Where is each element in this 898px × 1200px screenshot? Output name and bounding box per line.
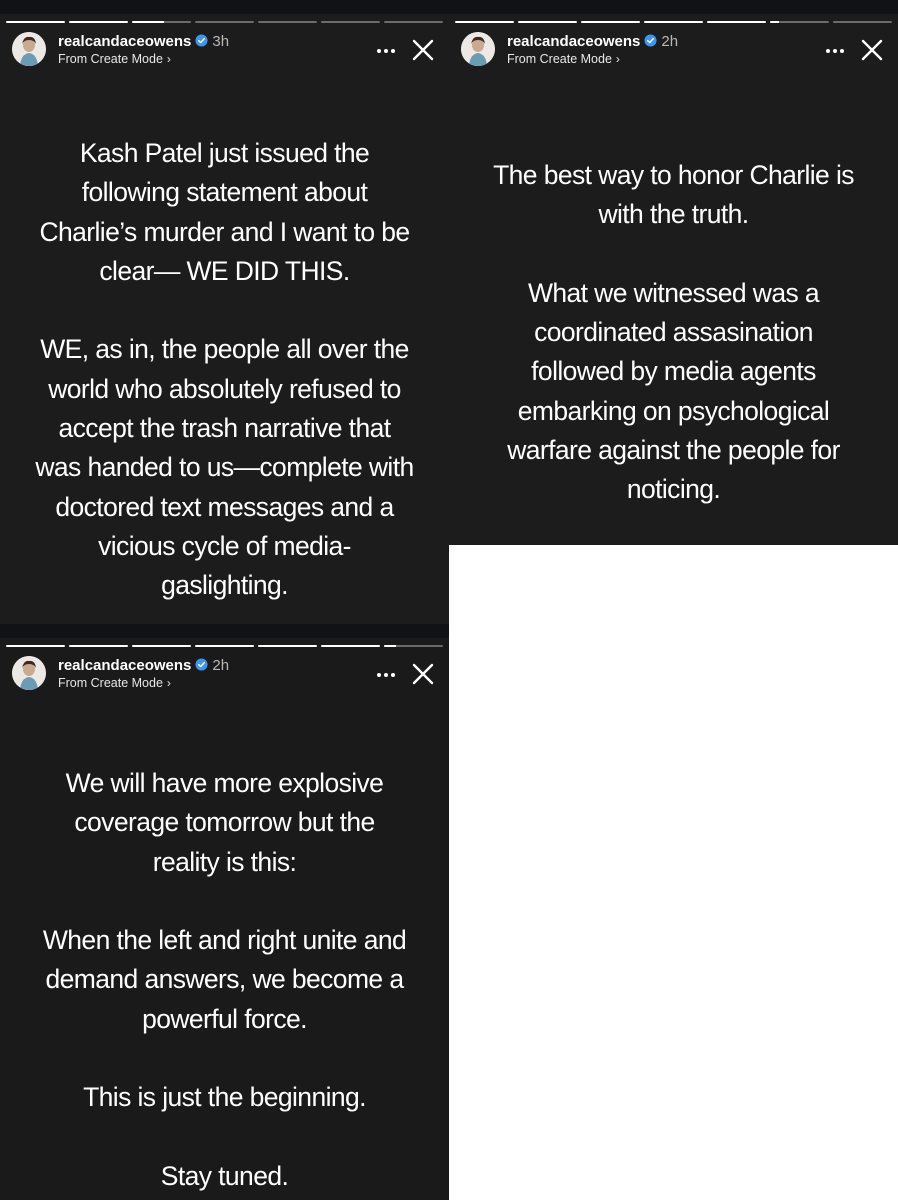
more-options-icon[interactable] bbox=[373, 662, 399, 688]
create-mode-link[interactable] bbox=[507, 52, 620, 66]
progress-fill bbox=[69, 645, 128, 647]
progress-segment bbox=[6, 645, 65, 647]
progress-segment bbox=[518, 21, 577, 23]
progress-segment bbox=[455, 21, 514, 23]
progress-fill bbox=[6, 645, 65, 647]
paragraph-gap bbox=[24, 1039, 425, 1078]
verified-badge-icon bbox=[644, 34, 657, 47]
story-progress-bar bbox=[6, 645, 443, 648]
story-text-line: following statement about bbox=[81, 177, 368, 208]
progress-fill bbox=[455, 21, 514, 23]
username-line[interactable] bbox=[507, 33, 678, 50]
story-text-line: coordinated assasination bbox=[534, 317, 813, 348]
progress-fill bbox=[321, 645, 380, 647]
story-panel-3 bbox=[0, 624, 449, 1200]
avatar[interactable] bbox=[12, 656, 46, 690]
story-text-line: We will have more explosive bbox=[65, 768, 384, 798]
progress-fill bbox=[707, 21, 766, 23]
paragraph-gap bbox=[24, 1118, 425, 1157]
username[interactable]: realcandaceowens bbox=[58, 33, 192, 50]
progress-segment bbox=[770, 21, 829, 23]
verified-badge-icon bbox=[195, 658, 208, 671]
progress-fill bbox=[258, 645, 317, 647]
progress-fill bbox=[581, 21, 640, 23]
create-mode-link[interactable] bbox=[58, 676, 171, 690]
story-text-line: gaslighting. bbox=[161, 570, 288, 601]
story-text-line: When the left and right unite and bbox=[42, 925, 407, 956]
username[interactable]: realcandaceowens bbox=[507, 33, 641, 50]
story-text-line: clear— WE DID THIS. bbox=[99, 255, 350, 286]
story-progress-bar bbox=[455, 21, 892, 24]
story-text-line: embarking on psychological bbox=[517, 395, 830, 426]
story-text-line: vicious cycle of media- bbox=[98, 530, 351, 561]
progress-segment bbox=[707, 21, 766, 23]
story-text-line: Charlie’s murder and I want to be bbox=[39, 216, 410, 247]
post-time: 2h bbox=[212, 657, 230, 674]
story-text-line: world who absolutely refused to bbox=[48, 373, 401, 404]
story-text bbox=[24, 764, 425, 1196]
progress-segment bbox=[384, 21, 443, 23]
username[interactable]: realcandaceowens bbox=[58, 657, 192, 674]
story-text-line: The best way to honor Charlie is bbox=[493, 160, 854, 190]
progress-segment bbox=[6, 21, 65, 23]
progress-segment bbox=[833, 21, 892, 23]
paragraph-gap bbox=[24, 291, 425, 330]
paragraph-gap bbox=[24, 882, 425, 921]
progress-segment bbox=[258, 645, 317, 647]
story-panel-2 bbox=[449, 0, 898, 545]
subline-label: From Create Mode bbox=[58, 52, 163, 66]
story-progress-bar bbox=[6, 21, 443, 24]
story-text-line: doctored text messages and a bbox=[55, 491, 394, 522]
progress-segment bbox=[69, 645, 128, 647]
story-text-line: This is just the beginning. bbox=[83, 1082, 366, 1113]
story-text-line: with the truth. bbox=[598, 199, 749, 230]
story-header bbox=[12, 656, 439, 692]
chevron-right-icon: › bbox=[166, 52, 171, 66]
close-icon[interactable] bbox=[409, 660, 437, 688]
story-text-line: What we witnessed was a bbox=[527, 277, 820, 308]
story-text-line: powerful force. bbox=[142, 1003, 307, 1034]
close-icon[interactable] bbox=[858, 36, 886, 64]
progress-fill bbox=[6, 21, 65, 23]
progress-segment bbox=[132, 21, 191, 23]
avatar[interactable] bbox=[12, 32, 46, 66]
progress-segment bbox=[384, 645, 443, 647]
progress-fill bbox=[69, 21, 128, 23]
story-text-line: WE, as in, the people all over the bbox=[40, 334, 409, 365]
story-text-line: demand answers, we become a bbox=[45, 964, 404, 995]
chevron-right-icon: › bbox=[615, 52, 620, 66]
story-text bbox=[473, 156, 874, 510]
subline-label: From Create Mode bbox=[58, 676, 163, 690]
progress-fill bbox=[644, 21, 703, 23]
progress-segment bbox=[132, 645, 191, 647]
progress-fill bbox=[770, 21, 779, 23]
chevron-right-icon: › bbox=[166, 676, 171, 690]
post-time: 2h bbox=[661, 33, 679, 50]
progress-fill bbox=[195, 645, 254, 647]
progress-fill bbox=[132, 21, 164, 23]
story-text-line: accept the trash narrative that bbox=[58, 413, 391, 444]
create-mode-link[interactable] bbox=[58, 52, 171, 66]
progress-fill bbox=[132, 645, 191, 647]
progress-fill bbox=[518, 21, 577, 23]
more-options-icon[interactable] bbox=[822, 38, 848, 64]
more-options-icon[interactable] bbox=[373, 38, 399, 64]
username-line[interactable] bbox=[58, 657, 229, 674]
progress-segment bbox=[69, 21, 128, 23]
top-status-band bbox=[449, 0, 898, 14]
avatar[interactable] bbox=[461, 32, 495, 66]
username-line[interactable] bbox=[58, 33, 229, 50]
story-text-line: Stay tuned. bbox=[160, 1160, 289, 1191]
story-text-line: Kash Patel just issued the bbox=[79, 138, 370, 168]
story-text-line: noticing. bbox=[626, 474, 721, 505]
story-header bbox=[12, 32, 439, 68]
progress-segment bbox=[195, 645, 254, 647]
post-time: 3h bbox=[212, 33, 230, 50]
story-header bbox=[461, 32, 888, 68]
story-text-line: followed by media agents bbox=[531, 356, 816, 387]
close-icon[interactable] bbox=[409, 36, 437, 64]
progress-segment bbox=[581, 21, 640, 23]
paragraph-gap bbox=[473, 235, 874, 274]
progress-segment bbox=[258, 21, 317, 23]
top-status-band bbox=[0, 0, 449, 14]
story-text-line: coverage tomorrow but the bbox=[74, 807, 375, 838]
story-text-line: was handed to us—complete with bbox=[35, 452, 414, 483]
progress-segment bbox=[195, 21, 254, 23]
progress-segment bbox=[321, 21, 380, 23]
top-status-band bbox=[0, 624, 449, 638]
progress-segment bbox=[644, 21, 703, 23]
verified-badge-icon bbox=[195, 34, 208, 47]
progress-segment bbox=[321, 645, 380, 647]
subline-label: From Create Mode bbox=[507, 52, 612, 66]
progress-fill bbox=[384, 645, 396, 647]
story-text-line: warfare against the people for bbox=[507, 435, 840, 466]
story-text bbox=[24, 134, 425, 606]
story-panel-1 bbox=[0, 0, 449, 624]
story-text-line: reality is this: bbox=[152, 846, 297, 877]
